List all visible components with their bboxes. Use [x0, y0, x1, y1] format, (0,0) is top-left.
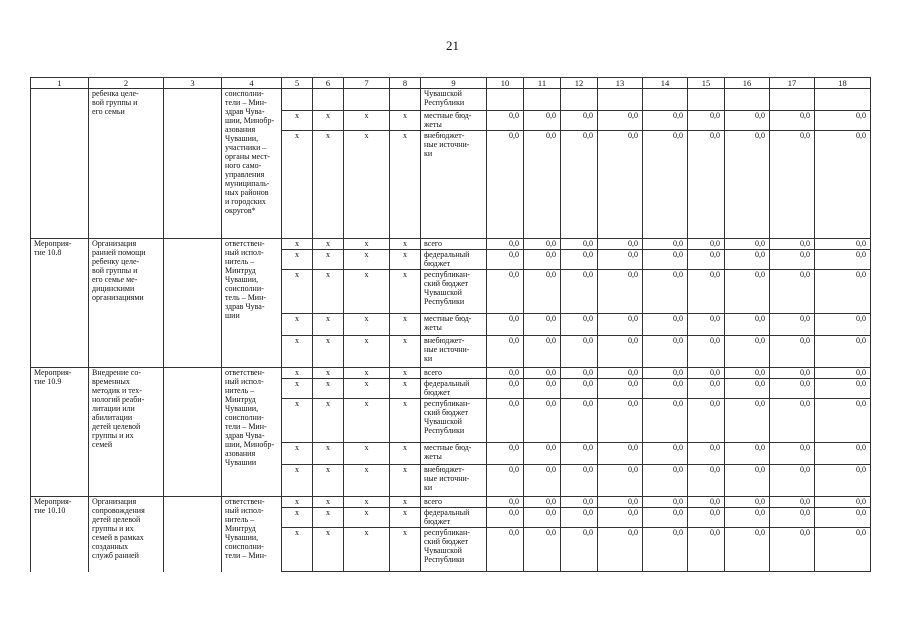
value-cell: 0,0: [725, 250, 770, 270]
value-cell: 0,0: [487, 250, 524, 270]
value-cell: 0,0: [688, 314, 725, 336]
value-cell: 0,0: [815, 111, 871, 131]
code-cell: x: [313, 314, 344, 336]
value-cell: 0,0: [770, 111, 815, 131]
code-cell: x: [282, 250, 313, 270]
code-cell: x: [282, 131, 313, 239]
activity-name-cell: Организация ранней помощи ребенку целе- вой группы и его семье ме- дицинскими организациями: [89, 239, 164, 368]
value-cell: 0,0: [643, 508, 688, 528]
value-cell: 0,0: [524, 465, 561, 497]
value-cell: 0,0: [561, 497, 598, 508]
value-cell: 0,0: [770, 497, 815, 508]
value-cell: 0,0: [688, 111, 725, 131]
value-cell: 0,0: [598, 336, 643, 368]
funding-source-cell: республикан- ский бюджет Чувашской Республики: [421, 399, 487, 443]
code-cell: x: [344, 399, 390, 443]
value-cell: 0,0: [524, 270, 561, 314]
code-cell: x: [282, 465, 313, 497]
value-cell: 0,0: [598, 270, 643, 314]
code-cell: x: [282, 270, 313, 314]
value-cell: 0,0: [770, 379, 815, 399]
funding-source-cell: внебюджет- ные источни- ки: [421, 131, 487, 239]
value-cell: 0,0: [487, 270, 524, 314]
activity-name-cell: Организация сопровождения детей целевой группы и их семей в рамках созданных служб ранней: [89, 497, 164, 572]
column-number-header: 11: [524, 78, 561, 89]
value-cell: 0,0: [643, 443, 688, 465]
value-cell: 0,0: [688, 508, 725, 528]
value-cell: 0,0: [561, 111, 598, 131]
value-cell: 0,0: [598, 508, 643, 528]
value-cell: 0,0: [487, 336, 524, 368]
value-cell: 0,0: [688, 270, 725, 314]
column-number-header: 10: [487, 78, 524, 89]
column-number-header: 9: [421, 78, 487, 89]
funding-source-cell: федеральный бюджет: [421, 250, 487, 270]
column-number-header: 1: [31, 78, 89, 89]
activity-name-cell: Внедрение со- временных методик и тех- нологий реаби- литации или абилитации детей целевой группы и их семей: [89, 368, 164, 497]
code-cell: x: [282, 528, 313, 572]
value-cell: 0,0: [770, 239, 815, 250]
value-cell: 0,0: [524, 379, 561, 399]
value-cell: 0,0: [524, 250, 561, 270]
code-cell: x: [390, 270, 421, 314]
code-cell: x: [344, 314, 390, 336]
value-cell: 0,0: [770, 314, 815, 336]
value-cell: 0,0: [688, 379, 725, 399]
value-cell: 0,0: [688, 131, 725, 239]
column-number-header: 6: [313, 78, 344, 89]
column-number-header: 17: [770, 78, 815, 89]
value-cell: 0,0: [561, 465, 598, 497]
value-cell: 0,0: [815, 399, 871, 443]
value-cell: 0,0: [725, 443, 770, 465]
value-cell: 0,0: [770, 368, 815, 379]
value-cell: 0,0: [561, 399, 598, 443]
code-cell: x: [282, 239, 313, 250]
value-cell: 0,0: [815, 508, 871, 528]
value-cell: 0,0: [598, 314, 643, 336]
code-cell: [344, 89, 390, 111]
value-cell: 0,0: [487, 131, 524, 239]
value-cell: 0,0: [643, 528, 688, 572]
value-cell: 0,0: [725, 497, 770, 508]
code-cell: x: [313, 131, 344, 239]
value-cell: 0,0: [598, 239, 643, 250]
code-cell: x: [344, 508, 390, 528]
value-cell: 0,0: [598, 465, 643, 497]
value-cell: 0,0: [487, 314, 524, 336]
value-cell: 0,0: [770, 250, 815, 270]
value-cell: 0,0: [688, 368, 725, 379]
value-cell: 0,0: [770, 508, 815, 528]
activity-id-cell: Мероприя- тие 10.8: [31, 239, 89, 368]
value-cell: 0,0: [643, 270, 688, 314]
code-cell: x: [390, 336, 421, 368]
code-cell: x: [282, 399, 313, 443]
column-number-header: 14: [643, 78, 688, 89]
empty-cell: [164, 89, 222, 239]
value-cell: 0,0: [725, 508, 770, 528]
code-cell: x: [390, 314, 421, 336]
value-cell: 0,0: [598, 443, 643, 465]
value-cell: [598, 89, 643, 111]
value-cell: 0,0: [487, 239, 524, 250]
value-cell: 0,0: [688, 443, 725, 465]
value-cell: 0,0: [598, 111, 643, 131]
value-cell: 0,0: [815, 443, 871, 465]
column-number-header: 16: [725, 78, 770, 89]
value-cell: 0,0: [725, 111, 770, 131]
table-row: [31, 239, 871, 250]
code-cell: x: [344, 336, 390, 368]
funding-source-cell: республикан- ский бюджет Чувашской Республики: [421, 528, 487, 572]
code-cell: x: [344, 250, 390, 270]
code-cell: x: [344, 131, 390, 239]
code-cell: x: [344, 368, 390, 379]
value-cell: 0,0: [688, 465, 725, 497]
code-cell: x: [390, 497, 421, 508]
empty-cell: [164, 368, 222, 497]
value-cell: 0,0: [725, 379, 770, 399]
code-cell: x: [344, 497, 390, 508]
page-number: 21: [446, 38, 459, 53]
funding-source-cell: федеральный бюджет: [421, 508, 487, 528]
value-cell: 0,0: [598, 497, 643, 508]
value-cell: 0,0: [688, 528, 725, 572]
funding-source-cell: Чувашской Республики: [421, 89, 487, 111]
value-cell: 0,0: [815, 314, 871, 336]
value-cell: 0,0: [688, 399, 725, 443]
value-cell: 0,0: [725, 399, 770, 443]
code-cell: x: [282, 368, 313, 379]
code-cell: [390, 89, 421, 111]
value-cell: 0,0: [487, 399, 524, 443]
value-cell: 0,0: [770, 399, 815, 443]
value-cell: 0,0: [561, 131, 598, 239]
value-cell: [643, 89, 688, 111]
value-cell: 0,0: [725, 528, 770, 572]
code-cell: x: [390, 239, 421, 250]
value-cell: 0,0: [524, 111, 561, 131]
code-cell: x: [390, 379, 421, 399]
value-cell: 0,0: [561, 379, 598, 399]
value-cell: 0,0: [688, 336, 725, 368]
empty-cell: [164, 497, 222, 572]
value-cell: 0,0: [815, 250, 871, 270]
code-cell: [313, 89, 344, 111]
value-cell: [524, 89, 561, 111]
value-cell: 0,0: [770, 336, 815, 368]
code-cell: x: [282, 508, 313, 528]
value-cell: 0,0: [643, 497, 688, 508]
code-cell: x: [282, 379, 313, 399]
funding-source-cell: внебюджет- ные источни- ки: [421, 465, 487, 497]
value-cell: 0,0: [598, 379, 643, 399]
value-cell: 0,0: [524, 399, 561, 443]
code-cell: x: [390, 399, 421, 443]
code-cell: x: [344, 443, 390, 465]
funding-source-cell: всего: [421, 368, 487, 379]
executor-cell: ответствен- ный испол- нитель – Минтруд Чувашии, соисполни- тели – Мин-: [222, 497, 282, 572]
code-cell: x: [344, 239, 390, 250]
value-cell: 0,0: [725, 270, 770, 314]
value-cell: 0,0: [815, 131, 871, 239]
value-cell: 0,0: [524, 239, 561, 250]
column-number-header: 3: [164, 78, 222, 89]
value-cell: 0,0: [688, 239, 725, 250]
code-cell: x: [313, 111, 344, 131]
value-cell: 0,0: [770, 443, 815, 465]
column-number-header: 5: [282, 78, 313, 89]
value-cell: 0,0: [598, 368, 643, 379]
value-cell: 0,0: [725, 131, 770, 239]
value-cell: 0,0: [688, 497, 725, 508]
value-cell: 0,0: [524, 336, 561, 368]
value-cell: 0,0: [643, 239, 688, 250]
code-cell: x: [390, 443, 421, 465]
executor-cell: соисполни- тели – Мин- здрав Чува- шии, Минобр- азования Чувашии, участники – органы мест- ного само- управления муниципаль- ных районов и городских округов*: [222, 89, 282, 239]
column-number-header: 4: [222, 78, 282, 89]
code-cell: [282, 89, 313, 111]
funding-source-cell: местные бюд- жеты: [421, 314, 487, 336]
code-cell: x: [344, 528, 390, 572]
column-number-header: 12: [561, 78, 598, 89]
code-cell: x: [344, 270, 390, 314]
value-cell: 0,0: [770, 131, 815, 239]
value-cell: 0,0: [770, 528, 815, 572]
code-cell: x: [344, 465, 390, 497]
activity-name-cell: ребенка целе- вой группы и его семьи: [89, 89, 164, 239]
column-number-header: 13: [598, 78, 643, 89]
value-cell: 0,0: [643, 368, 688, 379]
value-cell: 0,0: [643, 250, 688, 270]
value-cell: 0,0: [561, 368, 598, 379]
value-cell: 0,0: [487, 508, 524, 528]
value-cell: 0,0: [561, 250, 598, 270]
funding-source-cell: местные бюд- жеты: [421, 443, 487, 465]
value-cell: 0,0: [643, 399, 688, 443]
value-cell: 0,0: [524, 443, 561, 465]
value-cell: 0,0: [524, 314, 561, 336]
value-cell: 0,0: [561, 239, 598, 250]
value-cell: 0,0: [643, 336, 688, 368]
funding-source-cell: федеральный бюджет: [421, 379, 487, 399]
code-cell: x: [344, 379, 390, 399]
code-cell: x: [390, 508, 421, 528]
code-cell: x: [390, 250, 421, 270]
value-cell: 0,0: [561, 336, 598, 368]
value-cell: 0,0: [487, 379, 524, 399]
column-number-header: 15: [688, 78, 725, 89]
value-cell: 0,0: [561, 270, 598, 314]
value-cell: 0,0: [815, 368, 871, 379]
table-row: [31, 89, 871, 111]
value-cell: 0,0: [524, 368, 561, 379]
value-cell: 0,0: [815, 379, 871, 399]
activity-id-cell: Мероприя- тие 10.9: [31, 368, 89, 497]
value-cell: 0,0: [598, 528, 643, 572]
value-cell: 0,0: [487, 465, 524, 497]
activity-id-cell: [31, 89, 89, 239]
code-cell: x: [313, 528, 344, 572]
value-cell: [487, 89, 524, 111]
code-cell: x: [313, 508, 344, 528]
value-cell: 0,0: [643, 314, 688, 336]
code-cell: x: [313, 250, 344, 270]
value-cell: 0,0: [770, 270, 815, 314]
activity-id-cell: Мероприя- тие 10.10: [31, 497, 89, 572]
table-row: [31, 497, 871, 508]
code-cell: x: [390, 368, 421, 379]
value-cell: 0,0: [561, 528, 598, 572]
executor-cell: ответствен- ный испол- нитель – Минтруд Чувашии, соисполни- тели – Мин- здрав Чува- шии, Минобр- азования Чувашии: [222, 368, 282, 497]
code-cell: x: [313, 399, 344, 443]
value-cell: 0,0: [643, 111, 688, 131]
value-cell: 0,0: [561, 508, 598, 528]
code-cell: x: [344, 111, 390, 131]
value-cell: 0,0: [725, 314, 770, 336]
code-cell: x: [390, 111, 421, 131]
table-row: [31, 368, 871, 379]
executor-cell: ответствен- ный испол- нитель – Минтруд Чувашии, соисполни- тель – Мин- здрав Чува- шии: [222, 239, 282, 368]
value-cell: 0,0: [598, 399, 643, 443]
funding-source-cell: всего: [421, 239, 487, 250]
value-cell: 0,0: [643, 379, 688, 399]
code-cell: x: [282, 314, 313, 336]
value-cell: 0,0: [688, 250, 725, 270]
value-cell: 0,0: [487, 443, 524, 465]
value-cell: 0,0: [524, 131, 561, 239]
value-cell: 0,0: [815, 239, 871, 250]
code-cell: x: [313, 379, 344, 399]
value-cell: 0,0: [725, 336, 770, 368]
value-cell: 0,0: [487, 497, 524, 508]
value-cell: 0,0: [770, 465, 815, 497]
funding-source-cell: республикан- ский бюджет Чувашской Республики: [421, 270, 487, 314]
code-cell: x: [282, 443, 313, 465]
value-cell: 0,0: [725, 465, 770, 497]
code-cell: x: [313, 443, 344, 465]
code-cell: x: [282, 497, 313, 508]
value-cell: 0,0: [725, 239, 770, 250]
empty-cell: [164, 239, 222, 368]
code-cell: x: [313, 270, 344, 314]
value-cell: [815, 89, 871, 111]
funding-source-cell: внебюджет- ные источни- ки: [421, 336, 487, 368]
code-cell: x: [282, 336, 313, 368]
value-cell: 0,0: [815, 528, 871, 572]
column-number-header: 2: [89, 78, 164, 89]
value-cell: 0,0: [487, 368, 524, 379]
value-cell: 0,0: [487, 111, 524, 131]
value-cell: [770, 89, 815, 111]
code-cell: x: [390, 465, 421, 497]
code-cell: x: [313, 336, 344, 368]
value-cell: 0,0: [561, 443, 598, 465]
code-cell: x: [313, 368, 344, 379]
code-cell: x: [313, 239, 344, 250]
value-cell: 0,0: [815, 270, 871, 314]
value-cell: 0,0: [598, 250, 643, 270]
value-cell: 0,0: [643, 465, 688, 497]
budget-table: [30, 77, 871, 572]
value-cell: 0,0: [524, 497, 561, 508]
value-cell: 0,0: [561, 314, 598, 336]
value-cell: 0,0: [815, 465, 871, 497]
funding-source-cell: местные бюд- жеты: [421, 111, 487, 131]
value-cell: [688, 89, 725, 111]
column-number-header: 18: [815, 78, 871, 89]
value-cell: 0,0: [725, 368, 770, 379]
code-cell: x: [390, 528, 421, 572]
column-number-header: 8: [390, 78, 421, 89]
column-number-header: 7: [344, 78, 390, 89]
column-number-row: [31, 78, 871, 89]
value-cell: 0,0: [524, 508, 561, 528]
value-cell: 0,0: [487, 528, 524, 572]
value-cell: 0,0: [815, 497, 871, 508]
value-cell: [725, 89, 770, 111]
value-cell: 0,0: [815, 336, 871, 368]
code-cell: x: [313, 497, 344, 508]
funding-source-cell: всего: [421, 497, 487, 508]
code-cell: x: [282, 111, 313, 131]
code-cell: x: [313, 465, 344, 497]
value-cell: 0,0: [643, 131, 688, 239]
value-cell: 0,0: [598, 131, 643, 239]
code-cell: x: [390, 131, 421, 239]
value-cell: 0,0: [524, 528, 561, 572]
value-cell: [561, 89, 598, 111]
